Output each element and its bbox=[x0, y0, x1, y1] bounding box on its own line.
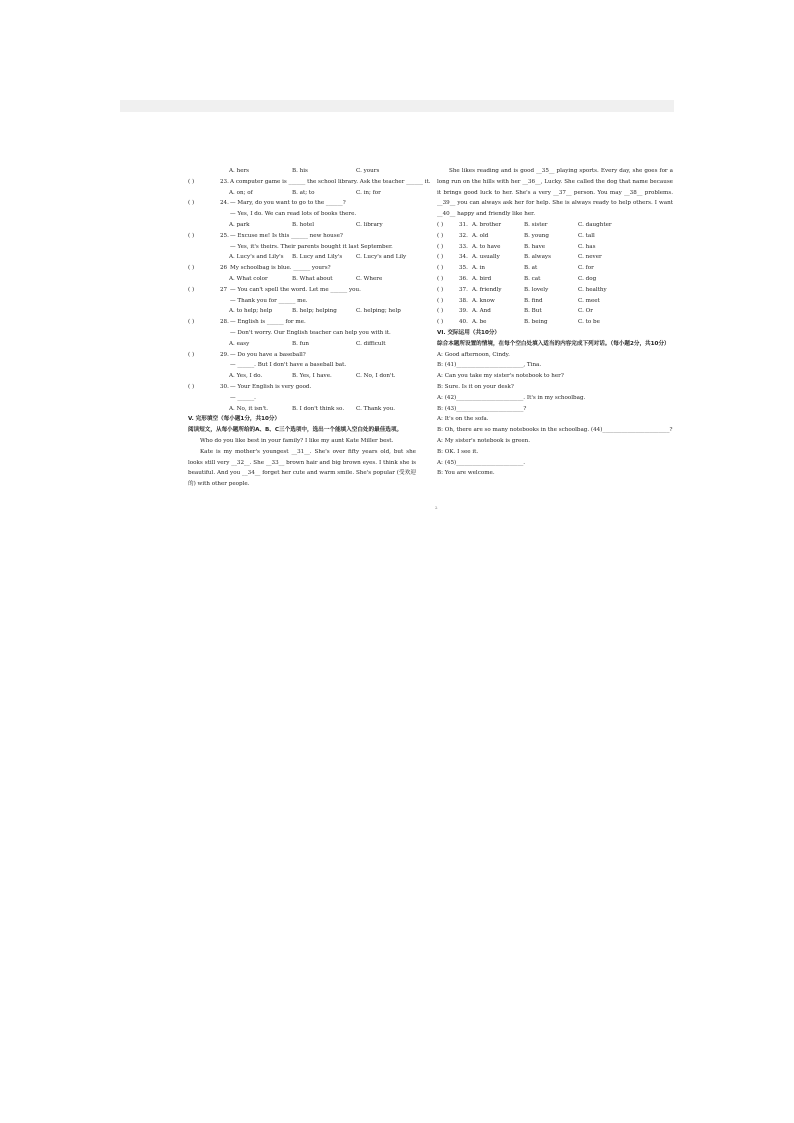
question-27 bbox=[188, 285, 416, 296]
cloze-question bbox=[437, 306, 673, 317]
answer-paren: ( ) bbox=[437, 286, 444, 293]
option: B. I don't think so. bbox=[292, 405, 345, 412]
question-line bbox=[188, 393, 416, 404]
cloze-question bbox=[437, 274, 673, 285]
answer-paren: ( ) bbox=[437, 319, 444, 326]
dialogue-line: A: Good afternoon, Cindy. bbox=[437, 351, 510, 358]
dialogue-line: A: It's on the sofa. bbox=[437, 416, 489, 423]
option: C. Thank you. bbox=[356, 405, 395, 412]
cloze-question bbox=[437, 263, 673, 274]
question-28 bbox=[188, 317, 416, 328]
option-b: B. But bbox=[524, 308, 542, 315]
option-b: B. cat bbox=[524, 275, 541, 282]
question-24 bbox=[188, 198, 416, 209]
option-b: B. being bbox=[524, 319, 548, 326]
option: A. easy bbox=[229, 340, 250, 347]
option-b: B. have bbox=[524, 243, 546, 250]
answer-paren: ( ) bbox=[188, 265, 195, 272]
option-b: B. young bbox=[524, 232, 549, 239]
question-text: My schoolbag is blue. ______ yours? bbox=[230, 265, 331, 272]
answer-paren: ( ) bbox=[437, 265, 444, 272]
cloze-options-list bbox=[437, 220, 673, 328]
question-text: — Mary, do you want to go to the ______? bbox=[230, 200, 346, 207]
options-row bbox=[188, 274, 416, 285]
dialogue-line: B: Oh, there are so many notebooks in the schoolbag. (44)________________________? bbox=[437, 427, 673, 434]
question-30 bbox=[188, 382, 416, 393]
option-b: B. lovely bbox=[524, 286, 549, 293]
answer-paren: ( ) bbox=[188, 351, 195, 358]
answer-paren: ( ) bbox=[188, 383, 195, 390]
question-text: — Yes, it's theirs. Their parents bought it last September. bbox=[230, 243, 393, 250]
option-c: C. for bbox=[578, 265, 594, 272]
question-text: — English is ______ for me. bbox=[230, 319, 306, 326]
option: A. park bbox=[229, 221, 250, 228]
dialogue-line: A: Can you take my sister's notebook to her? bbox=[437, 373, 564, 380]
answer-paren: ( ) bbox=[437, 275, 444, 282]
option: C. No, I don't. bbox=[356, 373, 396, 380]
option: C. helping; help bbox=[356, 308, 401, 315]
options-row bbox=[188, 371, 416, 382]
option-b: B. sister bbox=[524, 221, 548, 228]
option-a: A. usually bbox=[472, 254, 500, 261]
section-6-title: VI. 交际运用（共10分） bbox=[437, 329, 501, 336]
question-line bbox=[188, 360, 416, 371]
question-number: 33. bbox=[459, 243, 468, 250]
question-number: 37. bbox=[459, 286, 468, 293]
question-23 bbox=[188, 177, 431, 188]
question-26 bbox=[188, 263, 416, 274]
cloze-question bbox=[437, 220, 673, 231]
option-c: C. meet bbox=[578, 297, 600, 304]
answer-paren: ( ) bbox=[437, 308, 444, 315]
option: C. in; for bbox=[356, 189, 381, 196]
option-c: C. has bbox=[578, 243, 596, 250]
section-6-instructions: 综合本题所设置的情境，在每个空白处填入适当的内容完成下列对话。（每小题2分，共10分） bbox=[437, 340, 670, 347]
option-c: C. dog bbox=[578, 275, 597, 282]
question-line bbox=[188, 296, 416, 307]
option-a: A. to have bbox=[472, 243, 501, 250]
option: C. library bbox=[356, 221, 383, 228]
section-5-instructions: 阅读短文，从每小题所给的A、B、C三个选项中，选出一个能填入空白处的最佳选项。 bbox=[188, 427, 403, 434]
option: A. What color bbox=[229, 275, 268, 282]
answer-paren: ( ) bbox=[437, 232, 444, 239]
option-a: A. friendly bbox=[472, 286, 502, 293]
option-a: A. be bbox=[472, 319, 487, 326]
option: B. Lucy and Lily's bbox=[292, 254, 343, 261]
option: B. What about bbox=[292, 275, 333, 282]
option: B. help; helping bbox=[292, 308, 337, 315]
option: A. Lucy's and Lily's bbox=[229, 254, 284, 261]
dialogue-line: A: (42)________________________. It's in my schoolbag. bbox=[437, 394, 586, 401]
option-b: B. find bbox=[524, 297, 543, 304]
answer-paren: ( ) bbox=[188, 286, 195, 293]
answer-paren: ( ) bbox=[437, 297, 444, 304]
option: C. Lucy's and Lily bbox=[356, 254, 407, 261]
question-number: 30. bbox=[220, 383, 229, 390]
option: B. his bbox=[292, 168, 308, 174]
cloze-question bbox=[437, 296, 673, 307]
option: A. hers bbox=[229, 168, 250, 174]
answer-paren: ( ) bbox=[188, 232, 195, 239]
dialogue-line: B: (43)________________________? bbox=[437, 405, 527, 412]
options-row bbox=[188, 404, 416, 415]
option-c: C. Or bbox=[578, 308, 593, 315]
question-number: 38. bbox=[459, 297, 468, 304]
option: B. Yes, I have. bbox=[292, 373, 332, 380]
right-column bbox=[437, 166, 673, 479]
option-a: A. bird bbox=[472, 275, 492, 282]
option-c: C. healthy bbox=[578, 286, 607, 293]
question-number: 27 bbox=[220, 286, 228, 293]
question-number: 34. bbox=[459, 254, 468, 261]
cloze-question bbox=[437, 252, 673, 263]
answer-paren: ( ) bbox=[437, 243, 444, 250]
question-29 bbox=[188, 350, 416, 361]
option-b: B. at bbox=[524, 265, 538, 272]
option-a: A. know bbox=[472, 297, 495, 304]
option: A. to help; help bbox=[229, 308, 273, 315]
option-a: A. And bbox=[472, 308, 491, 315]
option-a: A. brother bbox=[472, 221, 502, 228]
question-25 bbox=[188, 231, 416, 242]
question-text: A computer game is ______ the school library. Ask the teacher ______ it. bbox=[230, 178, 431, 185]
option: B. hotel bbox=[292, 221, 314, 228]
scan-top-bar bbox=[120, 100, 674, 112]
question-line bbox=[188, 209, 416, 220]
section-5-title: V. 完形填空（每小题1分，共10分） bbox=[188, 416, 281, 423]
option: B. at; to bbox=[292, 189, 315, 196]
question-number: 31. bbox=[459, 221, 468, 228]
question-text: — Don't worry. Our English teacher can help you with it. bbox=[230, 329, 391, 336]
options-row bbox=[188, 252, 416, 263]
option-b: B. always bbox=[524, 254, 551, 261]
option-c: C. tall bbox=[578, 232, 595, 239]
question-text: — ______. bbox=[230, 394, 256, 401]
passage-paragraph: She likes reading and is good __35__ playing sports. Every day, she goes for a long run on the hills with her __36__, Lucky. She called the dog that name because it brings good luck to her. She's a very __37__ person. You may __38__ problems. __39__ you can always ask her for help. She is always ready to help others. I want __40__ happy and friendly like her. bbox=[437, 168, 673, 218]
answer-paren: ( ) bbox=[437, 254, 444, 261]
question-text: — You can't spell the word. Let me ______ you. bbox=[230, 286, 361, 293]
dialogue bbox=[437, 350, 673, 480]
option: B. fun bbox=[292, 340, 309, 347]
option-a: A. in bbox=[472, 265, 485, 272]
question-number: 36. bbox=[459, 275, 468, 282]
question-text: — Thank you for ______ me. bbox=[230, 297, 308, 304]
page-number: 2 bbox=[435, 505, 438, 510]
options-row bbox=[188, 220, 416, 231]
options-row bbox=[188, 306, 416, 317]
question-number: 26 bbox=[220, 265, 228, 272]
answer-paren: ( ) bbox=[188, 319, 195, 326]
question-number: 23. bbox=[220, 178, 229, 185]
options-row bbox=[188, 188, 416, 199]
question-number: 39. bbox=[459, 308, 468, 315]
cloze-question bbox=[437, 231, 673, 242]
dialogue-line: B: You are welcome. bbox=[437, 470, 495, 477]
option-a: A. old bbox=[472, 232, 489, 239]
question-number: 32. bbox=[459, 232, 468, 239]
dialogue-line: B: OK. I see it. bbox=[437, 448, 479, 455]
answer-paren: ( ) bbox=[188, 178, 195, 185]
question-number: 35. bbox=[459, 265, 468, 272]
option: A. Yes, I do. bbox=[229, 373, 263, 380]
answer-paren: ( ) bbox=[188, 200, 195, 207]
cloze-question bbox=[437, 317, 673, 328]
option: A. No, it isn't. bbox=[229, 405, 269, 412]
question-number: 28. bbox=[220, 319, 229, 326]
cloze-question bbox=[437, 242, 673, 253]
question-text: — Do you have a baseball? bbox=[230, 351, 306, 358]
option: A. on; of bbox=[229, 189, 253, 196]
option-c: C. never bbox=[578, 254, 602, 261]
option: C. Where bbox=[356, 275, 383, 282]
option: C. yours bbox=[356, 168, 380, 174]
option-c: C. daughter bbox=[578, 221, 612, 228]
question-line bbox=[188, 328, 416, 339]
option-c: C. to be bbox=[578, 319, 600, 326]
question-text: — ______. But I don't have a baseball bat. bbox=[230, 362, 347, 369]
question-line bbox=[188, 242, 416, 253]
dialogue-line: A: My sister's notebook is green. bbox=[437, 437, 531, 444]
left-column bbox=[188, 166, 431, 490]
passage-paragraph: Who do you like best in your family? I like my aunt Kate Miller best. bbox=[200, 437, 394, 444]
question-text: — Your English is very good. bbox=[230, 383, 312, 390]
question-text: — Yes, I do. We can read lots of books there. bbox=[230, 211, 357, 218]
question-number: 40. bbox=[459, 319, 468, 326]
passage-paragraph: Kate is my mother's youngest __31__. She's over fifty years old, but she looks still very __32__. She __33__ brown hair and big brown eyes. I think she is beautiful. And you __34__ forget her cute and warm smile. She's popular (受欢迎的) with other people. bbox=[188, 448, 416, 488]
option: C. difficult bbox=[356, 340, 386, 347]
cloze-question bbox=[437, 285, 673, 296]
dialogue-line: B: Sure. Is it on your desk? bbox=[437, 383, 514, 390]
dialogue-line: A: (45)________________________. bbox=[437, 459, 526, 466]
question-number: 24. bbox=[220, 200, 229, 207]
question-text: — Excuse me! Is this ______ new house? bbox=[230, 232, 343, 239]
options-row bbox=[188, 339, 416, 350]
question-number: 29. bbox=[220, 351, 229, 358]
dialogue-line: B: (41)________________________, Tina. bbox=[437, 362, 542, 369]
answer-paren: ( ) bbox=[437, 221, 444, 228]
options-row bbox=[188, 166, 416, 177]
question-number: 25. bbox=[220, 232, 229, 239]
